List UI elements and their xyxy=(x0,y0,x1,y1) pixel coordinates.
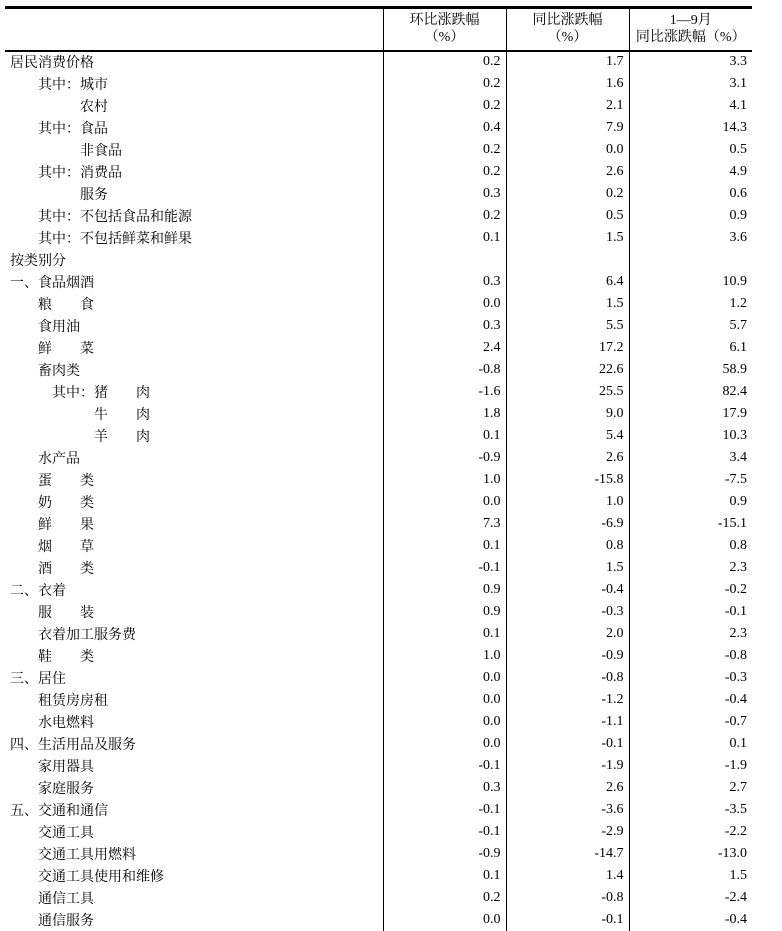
mom-value: -0.1 xyxy=(383,821,506,843)
yoy-value: 2.6 xyxy=(506,447,629,469)
table-row xyxy=(5,183,752,205)
table-row xyxy=(5,359,752,381)
mom-value: 0.3 xyxy=(383,777,506,799)
ytd-value: -0.4 xyxy=(629,689,752,711)
row-label: 四、生活用品及服务 xyxy=(10,737,136,753)
yoy-value: 6.4 xyxy=(506,271,629,293)
header-yoy xyxy=(506,8,629,51)
ytd-value: -0.1 xyxy=(629,601,752,623)
yoy-value: 2.0 xyxy=(506,623,629,645)
ytd-value: -13.0 xyxy=(629,843,752,865)
row-label: 服务 xyxy=(80,187,108,203)
mom-value: 0.3 xyxy=(383,183,506,205)
row-label: 居民消费价格 xyxy=(10,56,94,71)
row-label: 其中：城市 xyxy=(38,77,108,93)
row-label: 鲜 果 xyxy=(38,517,94,533)
yoy-value: -0.4 xyxy=(506,579,629,601)
table-row xyxy=(5,777,752,799)
mom-value: -0.9 xyxy=(383,843,506,865)
table-row xyxy=(5,95,752,117)
yoy-value: -0.8 xyxy=(506,667,629,689)
table-row xyxy=(5,799,752,821)
yoy-value: -14.7 xyxy=(506,843,629,865)
table-row xyxy=(5,381,752,403)
row-label: 三、居住 xyxy=(10,671,66,687)
table-row xyxy=(5,491,752,513)
yoy-value: -1.9 xyxy=(506,755,629,777)
yoy-value: 0.2 xyxy=(506,183,629,205)
table-row xyxy=(5,469,752,491)
table-row xyxy=(5,755,752,777)
ytd-value: 5.7 xyxy=(629,315,752,337)
mom-value: -0.1 xyxy=(383,557,506,579)
mom-value: 0.2 xyxy=(383,73,506,95)
ytd-value: 10.3 xyxy=(629,425,752,447)
table-row xyxy=(5,733,752,755)
yoy-value: 7.9 xyxy=(506,117,629,139)
table-row xyxy=(5,535,752,557)
row-label: 交通工具用燃料 xyxy=(38,847,136,863)
table-row xyxy=(5,425,752,447)
mom-value: 0.0 xyxy=(383,667,506,689)
row-label: 通信服务 xyxy=(38,913,94,929)
mom-value: 0.0 xyxy=(383,689,506,711)
row-label: 水电燃料 xyxy=(38,715,94,731)
ytd-value: -0.8 xyxy=(629,645,752,667)
table-row xyxy=(5,579,752,601)
table-row xyxy=(5,711,752,733)
ytd-value: -2.4 xyxy=(629,887,752,909)
ytd-value: 0.9 xyxy=(629,491,752,513)
row-label: 通信工具 xyxy=(38,891,94,907)
yoy-value xyxy=(506,249,629,271)
mom-value: 0.0 xyxy=(383,491,506,513)
row-label: 烟 草 xyxy=(38,539,94,555)
ytd-value: 0.1 xyxy=(629,733,752,755)
row-label: 其中：不包括鲜菜和鲜果 xyxy=(38,231,192,247)
table-row xyxy=(5,601,752,623)
mom-value: 0.2 xyxy=(383,51,506,73)
row-label: 家用器具 xyxy=(38,759,94,775)
mom-value: -0.9 xyxy=(383,447,506,469)
table-row xyxy=(5,909,752,931)
yoy-value: 0.5 xyxy=(506,205,629,227)
ytd-value: 3.3 xyxy=(629,51,752,73)
yoy-value: -0.1 xyxy=(506,909,629,931)
mom-value: 0.3 xyxy=(383,271,506,293)
ytd-value: 58.9 xyxy=(629,359,752,381)
yoy-value: -0.3 xyxy=(506,601,629,623)
row-label: 食用油 xyxy=(38,319,80,335)
row-label: 奶 类 xyxy=(38,495,94,511)
yoy-value: -15.8 xyxy=(506,469,629,491)
row-label: 家庭服务 xyxy=(38,781,94,797)
mom-value: 0.1 xyxy=(383,227,506,249)
table-row xyxy=(5,249,752,271)
ytd-value: 4.9 xyxy=(629,161,752,183)
mom-value: 1.0 xyxy=(383,645,506,667)
row-label: 五、交通和通信 xyxy=(10,803,108,819)
table-row xyxy=(5,447,752,469)
yoy-value: -0.9 xyxy=(506,645,629,667)
yoy-value: 2.1 xyxy=(506,95,629,117)
ytd-value: 2.3 xyxy=(629,557,752,579)
yoy-value: 5.4 xyxy=(506,425,629,447)
row-label: 租赁房房租 xyxy=(38,693,108,709)
header-yoy-line2: （%） xyxy=(547,30,588,46)
table-row xyxy=(5,623,752,645)
ytd-value: 17.9 xyxy=(629,403,752,425)
yoy-value: -6.9 xyxy=(506,513,629,535)
yoy-value: 5.5 xyxy=(506,315,629,337)
table-row xyxy=(5,887,752,909)
ytd-value: 6.1 xyxy=(629,337,752,359)
table-row xyxy=(5,293,752,315)
ytd-value: 1.2 xyxy=(629,293,752,315)
mom-value: 0.2 xyxy=(383,161,506,183)
header-item xyxy=(5,8,383,51)
table-row xyxy=(5,139,752,161)
ytd-value: -15.1 xyxy=(629,513,752,535)
ytd-value: 0.6 xyxy=(629,183,752,205)
row-label: 非食品 xyxy=(80,143,122,159)
ytd-value: 3.4 xyxy=(629,447,752,469)
mom-value: 0.0 xyxy=(383,909,506,931)
yoy-value: -1.2 xyxy=(506,689,629,711)
ytd-value: -0.2 xyxy=(629,579,752,601)
yoy-value: 1.7 xyxy=(506,51,629,73)
row-label: 其中：消费品 xyxy=(38,165,122,181)
mom-value: 0.9 xyxy=(383,579,506,601)
row-label: 二、衣着 xyxy=(10,583,66,599)
table-row xyxy=(5,161,752,183)
row-label: 一、食品烟酒 xyxy=(10,275,94,291)
row-label: 其中：不包括食品和能源 xyxy=(38,209,192,225)
yoy-value: -0.8 xyxy=(506,887,629,909)
header-row xyxy=(5,8,752,51)
mom-value: -0.8 xyxy=(383,359,506,381)
mom-value: -0.1 xyxy=(383,799,506,821)
yoy-value: 1.4 xyxy=(506,865,629,887)
header-yoy-line1: 同比涨跌幅 xyxy=(532,13,603,29)
header-mom-line2: （%） xyxy=(424,30,465,46)
yoy-value: 1.5 xyxy=(506,293,629,315)
row-label: 服 装 xyxy=(38,605,94,621)
header-mom-line1: 环比涨跌幅 xyxy=(409,13,480,29)
yoy-value: 1.5 xyxy=(506,557,629,579)
row-label: 畜肉类 xyxy=(38,363,80,379)
table-row xyxy=(5,315,752,337)
table-row xyxy=(5,689,752,711)
table-row xyxy=(5,843,752,865)
header-ytd-line1: 1—9月 xyxy=(669,13,712,29)
table-row xyxy=(5,645,752,667)
ytd-value xyxy=(629,249,752,271)
row-label: 其中：食品 xyxy=(38,121,108,137)
yoy-value: 25.5 xyxy=(506,381,629,403)
mom-value: 0.1 xyxy=(383,623,506,645)
row-label: 交通工具 xyxy=(38,825,94,841)
header-ytd xyxy=(629,8,752,51)
yoy-value: 1.6 xyxy=(506,73,629,95)
ytd-value: 10.9 xyxy=(629,271,752,293)
ytd-value: 0.9 xyxy=(629,205,752,227)
ytd-value: -3.5 xyxy=(629,799,752,821)
mom-value: 1.8 xyxy=(383,403,506,425)
ytd-value: 0.8 xyxy=(629,535,752,557)
row-label: 按类别分 xyxy=(10,253,66,269)
table-row xyxy=(5,557,752,579)
ytd-value: 2.7 xyxy=(629,777,752,799)
mom-value: 7.3 xyxy=(383,513,506,535)
mom-value: 0.2 xyxy=(383,139,506,161)
ytd-value: 2.3 xyxy=(629,623,752,645)
ytd-value: 3.6 xyxy=(629,227,752,249)
mom-value: 0.0 xyxy=(383,293,506,315)
row-label: 羊 肉 xyxy=(94,429,150,445)
row-label: 交通工具使用和维修 xyxy=(38,869,164,885)
yoy-value: -2.9 xyxy=(506,821,629,843)
mom-value: -1.6 xyxy=(383,381,506,403)
ytd-value: -0.7 xyxy=(629,711,752,733)
ytd-value: 0.5 xyxy=(629,139,752,161)
yoy-value: 0.0 xyxy=(506,139,629,161)
yoy-value: 2.6 xyxy=(506,161,629,183)
row-label: 粮 食 xyxy=(38,297,94,313)
row-label: 农村 xyxy=(80,99,108,115)
mom-value xyxy=(383,249,506,271)
table-row xyxy=(5,205,752,227)
row-label: 鞋 类 xyxy=(38,649,94,665)
table-row xyxy=(5,271,752,293)
table-row xyxy=(5,337,752,359)
ytd-value: -0.4 xyxy=(629,909,752,931)
mom-value: 0.9 xyxy=(383,601,506,623)
table-body xyxy=(5,51,752,931)
yoy-value: -0.1 xyxy=(506,733,629,755)
table-row xyxy=(5,865,752,887)
cpi-table xyxy=(5,6,752,931)
mom-value: -0.1 xyxy=(383,755,506,777)
row-label: 鲜 菜 xyxy=(38,341,94,357)
table-row xyxy=(5,821,752,843)
table-row xyxy=(5,403,752,425)
row-label: 衣着加工服务费 xyxy=(38,627,136,643)
yoy-value: -3.6 xyxy=(506,799,629,821)
mom-value: 0.1 xyxy=(383,425,506,447)
table-row xyxy=(5,667,752,689)
ytd-value: 3.1 xyxy=(629,73,752,95)
ytd-value: -1.9 xyxy=(629,755,752,777)
yoy-value: 2.6 xyxy=(506,777,629,799)
header-mom xyxy=(383,8,506,51)
ytd-value: 4.1 xyxy=(629,95,752,117)
mom-value: 0.4 xyxy=(383,117,506,139)
mom-value: 2.4 xyxy=(383,337,506,359)
row-label: 酒 类 xyxy=(38,561,94,577)
yoy-value: 1.5 xyxy=(506,227,629,249)
table-row xyxy=(5,513,752,535)
ytd-value: 82.4 xyxy=(629,381,752,403)
row-label: 其中：猪 肉 xyxy=(52,385,150,401)
yoy-value: 9.0 xyxy=(506,403,629,425)
ytd-value: -2.2 xyxy=(629,821,752,843)
ytd-value: -0.3 xyxy=(629,667,752,689)
mom-value: 0.0 xyxy=(383,711,506,733)
header-ytd-line2: 同比涨跌幅（%） xyxy=(635,30,746,46)
table-row xyxy=(5,73,752,95)
ytd-value: 14.3 xyxy=(629,117,752,139)
mom-value: 0.2 xyxy=(383,887,506,909)
row-label: 牛 肉 xyxy=(94,407,150,423)
row-label: 蛋 类 xyxy=(38,473,94,489)
mom-value: 0.2 xyxy=(383,95,506,117)
row-label: 水产品 xyxy=(38,451,80,467)
ytd-value: -7.5 xyxy=(629,469,752,491)
mom-value: 0.3 xyxy=(383,315,506,337)
yoy-value: -1.1 xyxy=(506,711,629,733)
table-row xyxy=(5,227,752,249)
mom-value: 0.1 xyxy=(383,535,506,557)
yoy-value: 17.2 xyxy=(506,337,629,359)
mom-value: 0.0 xyxy=(383,733,506,755)
mom-value: 1.0 xyxy=(383,469,506,491)
table-row xyxy=(5,51,752,73)
ytd-value: 1.5 xyxy=(629,865,752,887)
yoy-value: 0.8 xyxy=(506,535,629,557)
yoy-value: 22.6 xyxy=(506,359,629,381)
table-row xyxy=(5,117,752,139)
mom-value: 0.1 xyxy=(383,865,506,887)
yoy-value: 1.0 xyxy=(506,491,629,513)
mom-value: 0.2 xyxy=(383,205,506,227)
